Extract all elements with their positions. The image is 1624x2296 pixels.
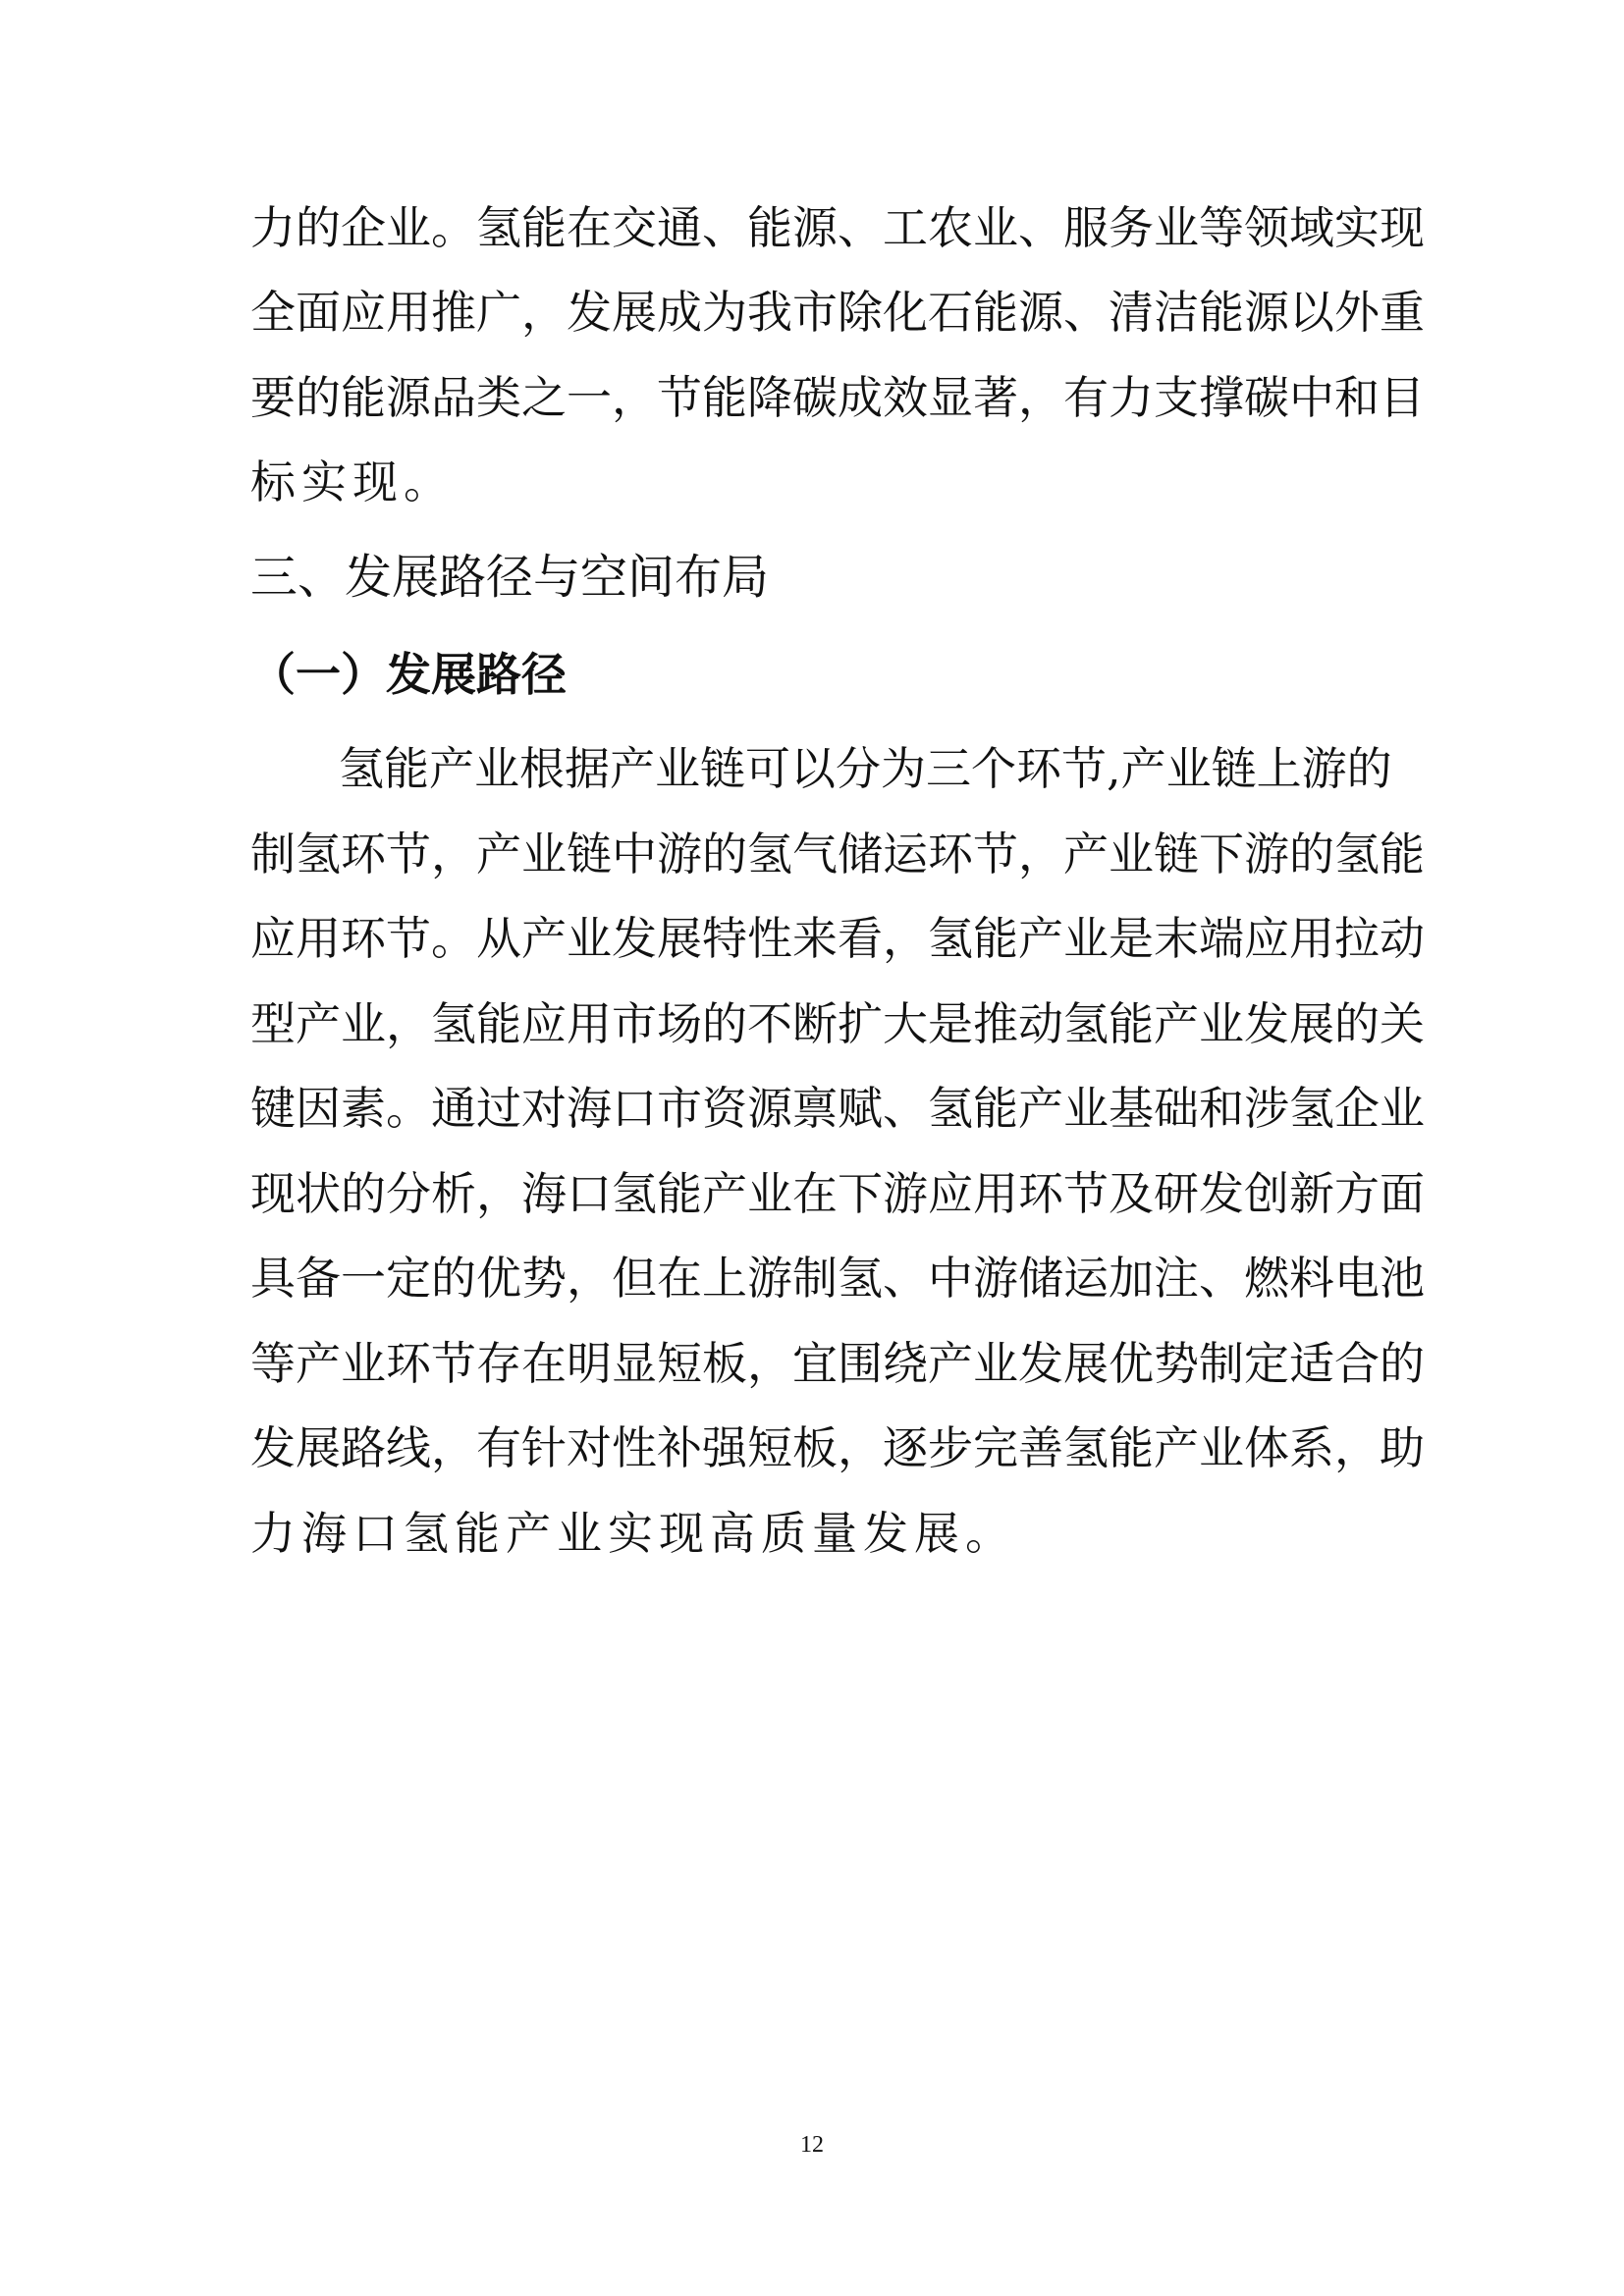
- text-line: 等产业环节存在明显短板，宜围绕产业发展优势制定适合的: [250, 1337, 1425, 1390]
- text-line: 现状的分析，海口氢能产业在下游应用环节及研发创新方面: [250, 1167, 1425, 1220]
- text-line: 发展路线，有针对性补强短板，逐步完善氢能产业体系，助: [250, 1421, 1425, 1474]
- text-line: 力海口氢能产业实现高质量发展。: [250, 1507, 1016, 1560]
- text-line: 氢能产业根据产业链可以分为三个环节,产业链上游的: [339, 742, 1392, 795]
- page-number: 12: [800, 2132, 824, 2158]
- text-line: 制氢环节，产业链中游的氢气储运环节，产业链下游的氢能: [250, 828, 1425, 881]
- text-line: 标实现。: [250, 455, 455, 508]
- section-heading: 三、发展路径与空间布局: [250, 550, 770, 605]
- text-line: 具备一定的优势，但在上游制氢、中游储运加注、燃料电池: [250, 1252, 1425, 1305]
- text-line: 要的能源品类之一，节能降碳成效显著，有力支撑碳中和目: [250, 371, 1425, 424]
- text-line: 键因素。通过对海口市资源禀赋、氢能产业基础和涉氢企业: [250, 1082, 1425, 1135]
- text-line: 全面应用推广，发展成为我市除化石能源、清洁能源以外重: [250, 286, 1425, 339]
- text-line: 力的企业。氢能在交通、能源、工农业、服务业等领域实现: [250, 201, 1425, 254]
- subsection-heading: （一）发展路径: [250, 648, 567, 701]
- text-line: 型产业，氢能应用市场的不断扩大是推动氢能产业发展的关: [250, 997, 1425, 1050]
- text-line: 应用环节。从产业发展特性来看，氢能产业是末端应用拉动: [250, 912, 1425, 965]
